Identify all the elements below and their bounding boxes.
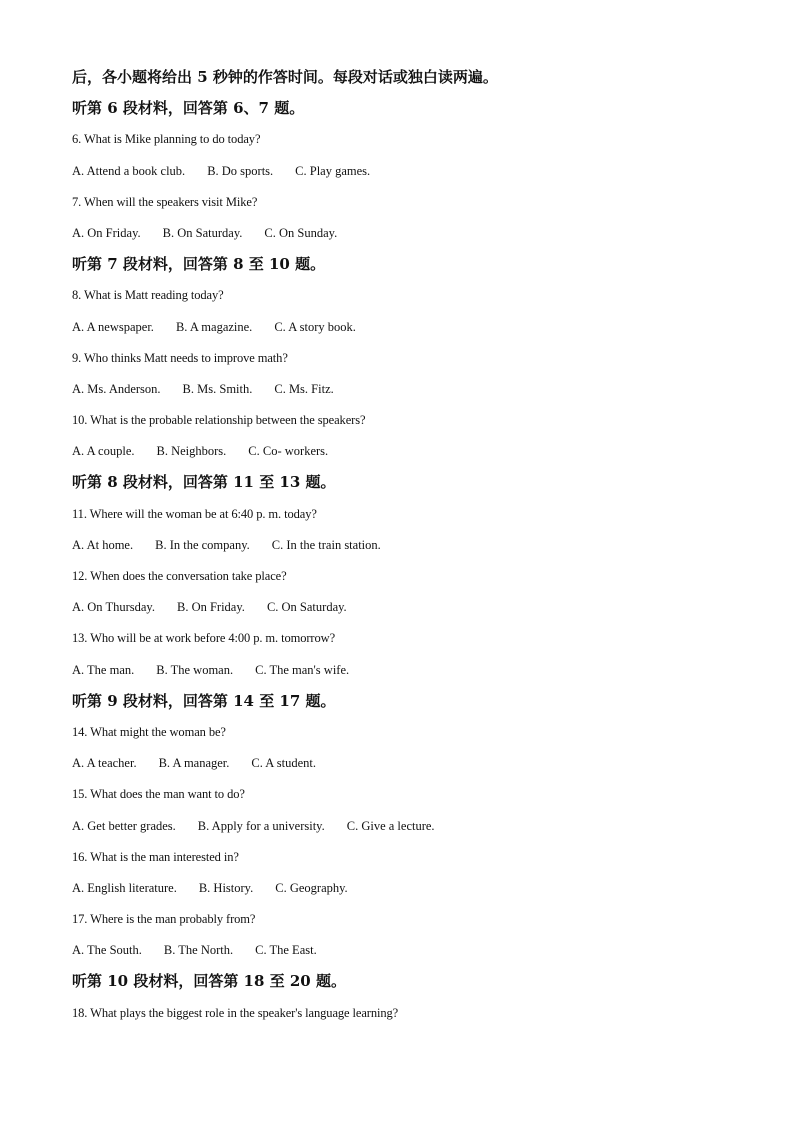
options-row [72, 436, 752, 467]
answer-option: B. Do sports. [207, 163, 274, 178]
question-text: 17. Where is the man probably from? [72, 912, 256, 927]
options-row [72, 312, 752, 343]
options-row [72, 873, 752, 904]
options-row [72, 748, 752, 779]
question-text: 9. Who thinks Matt needs to improve math? [72, 350, 288, 365]
answer-option: A. The South. [72, 943, 142, 958]
answer-option: C. On Saturday. [266, 600, 347, 615]
answer-option: C. The man's wife. [255, 662, 350, 677]
options-row [72, 374, 752, 405]
answer-option: C. On Sunday. [264, 225, 338, 240]
section-heading: 听第 8 段材料，回答第 11 至 13 题。 [72, 473, 336, 492]
question-text: 13. Who will be at work before 4:00 p. m. tomorrow? [72, 631, 336, 646]
answer-option: B. On Friday. [176, 600, 245, 615]
intro-text: 后，各小题将给出 5 秒钟的作答时间。每段对话或独白读两遍。 [72, 68, 498, 86]
answer-option: B. The woman. [156, 662, 234, 677]
answer-option: B. In the company. [155, 537, 250, 552]
answer-option: A. A couple. [72, 444, 135, 459]
options-row [72, 935, 752, 966]
question-text: 10. What is the probable relationship between the speakers? [72, 413, 366, 428]
answer-option: A. On Friday. [72, 225, 141, 240]
section-heading: 听第 10 段材料，回答第 18 至 20 题。 [72, 972, 346, 991]
answer-option: A. A teacher. [72, 756, 137, 771]
answer-option: B. Apply for a university. [197, 818, 325, 833]
answer-option: A. At home. [72, 537, 134, 552]
answer-option: A. Ms. Anderson. [72, 381, 161, 396]
options-row [72, 218, 752, 249]
question-text: 14. What might the woman be? [72, 724, 226, 739]
answer-option: A. The man. [72, 662, 135, 677]
answer-option: A. Attend a book club. [72, 163, 186, 178]
section-heading: 听第 9 段材料，回答第 14 至 17 题。 [72, 691, 336, 710]
answer-option: A. On Thursday. [72, 600, 155, 615]
question-text: 15. What does the man want to do? [72, 787, 245, 802]
answer-option: C. A story book. [274, 319, 356, 334]
question-text: 7. When will the speakers visit Mike? [72, 194, 258, 209]
options-row [72, 592, 752, 623]
answer-option: C. A student. [251, 756, 316, 771]
question-text: 6. What is Mike planning to do today? [72, 132, 261, 147]
answer-option: A. Get better grades. [72, 818, 176, 833]
answer-option: B. A manager. [158, 756, 230, 771]
section-heading: 听第 7 段材料，回答第 8 至 10 题。 [72, 255, 326, 274]
options-row [72, 811, 752, 842]
answer-option: B. The North. [163, 943, 234, 958]
answer-option: C. Give a lecture. [346, 818, 435, 833]
answer-option: B. Ms. Smith. [182, 381, 253, 396]
section-heading: 听第 6 段材料，回答第 6、7 题。 [72, 99, 305, 118]
answer-option: B. Neighbors. [156, 444, 227, 459]
answer-option: A. A newspaper. [72, 319, 154, 334]
exam-content [72, 62, 752, 1029]
options-row [72, 530, 752, 561]
answer-option: C. The East. [255, 943, 317, 958]
sections-container [72, 93, 752, 1029]
options-row [72, 156, 752, 187]
question-text: 8. What is Matt reading today? [72, 288, 224, 303]
question-text: 11. Where will the woman be at 6:40 p. m. today? [72, 506, 317, 521]
answer-option: B. A magazine. [175, 319, 253, 334]
answer-option: C. Geography. [275, 880, 348, 895]
answer-option: A. English literature. [72, 880, 177, 895]
answer-option: C. Co- workers. [248, 444, 329, 459]
answer-option: C. In the train station. [271, 537, 381, 552]
answer-option: B. History. [198, 880, 254, 895]
question-text: 16. What is the man interested in? [72, 849, 239, 864]
answer-option: C. Ms. Fitz. [274, 381, 334, 396]
answer-option: C. Play games. [295, 163, 371, 178]
answer-option: B. On Saturday. [162, 225, 243, 240]
question-text: 12. When does the conversation take place? [72, 569, 287, 583]
question-text: 18. What plays the biggest role in the speaker's language learning? [72, 1005, 399, 1020]
options-row [72, 655, 752, 686]
